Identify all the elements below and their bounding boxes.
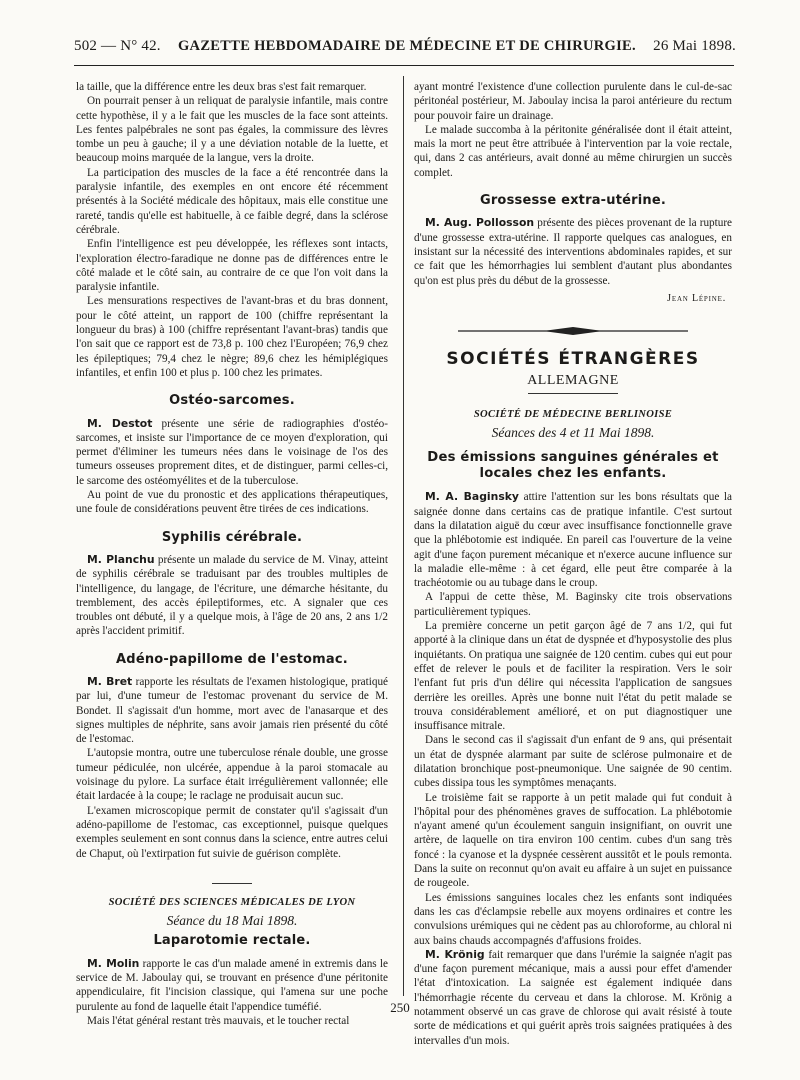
paragraph-text: attire l'attention sur les bons résultats que la saignée donne dans certains cas de pratique infantile. C'est surtout dans la dilatation aiguë du cœur avec insuffisance fonctionnelle grave que la phlébotomie est indiquée. En pareil cas l'ouverture de la veine agit d'une façon purement mécanique et n'exerce aucune influence sur la maladie elle-même : à cet égard, elle peut être comparée à la trachéotomie ou au tubage dans le croup. bbox=[414, 491, 733, 590]
paragraph-text: présente une série de radiographies d'ostéo-sarcomes, et insiste sur l'importance de ce moyen d'exploration, qui permet d'éliminer les tumeurs nées dans le voisinage de l'os des tumeurs osseuses proprement dites, et de distinguer, parmi celles-ci, le sarcome des ostéomyélites et de la tuberculose. bbox=[76, 417, 388, 487]
speaker-name: M. Destot bbox=[87, 416, 153, 430]
left-column bbox=[76, 80, 388, 1028]
paragraph: ayant montré l'existence d'une collection purulente dans le cul-de-sac péritonéal postérieur, M. Jaboulay incisa la paroi antérieure du rectum pour pouvoir faire un drainage. bbox=[414, 81, 732, 122]
country-heading: ALLEMAGNE bbox=[527, 373, 619, 389]
running-header bbox=[74, 38, 736, 58]
paragraph: Le troisième fait se rapporte à un petit malade qui fut conduit à l'hôpital pour des phénomènes graves de suffocation. La phlébotomie n'ayant amené qu'un écoulement sanguin insignifiant, on ouvrit une artère, de laquelle on tira environ 100 centim. cubes d'un sang très foncé : la cyanose et la dyspnée cessèrent aussitôt et le pouls remonta. Dans la suite on reconnut qu'on avait eu affaire à un sujet en puissance de rougeole. bbox=[414, 791, 732, 890]
paragraph: Dans le second cas il s'agissait d'un enfant de 9 ans, qui présentait un état de dyspnée alarmant par suite de sclérose pulmonaire et de dilatation bronchique post-pneumonique. Une saignée de 90 centim. cubes dissipa tous les symptômes menaçants. bbox=[414, 734, 732, 790]
section-heading-syphilis: Syphilis cérébrale. bbox=[161, 529, 303, 545]
issue-date: 26 Mai 1898. bbox=[653, 38, 736, 54]
speaker-name: M. Aug. Pollosson bbox=[425, 216, 535, 230]
paragraph: Au point de vue du pronostic et des applications thérapeutiques, une foule de considérations peuvent être tirées de ces indications. bbox=[76, 489, 388, 516]
paragraph: Mais l'état général restant très mauvais, et le toucher rectal bbox=[87, 1014, 350, 1027]
ornamental-rule bbox=[414, 326, 732, 336]
paragraph bbox=[76, 675, 388, 746]
section-heading-osteo-sarcomes: Ostéo-sarcomes. bbox=[169, 393, 295, 409]
paragraph-text: rapporte le cas d'un malade amené in extremis dans le service de M. Jaboulay qui, se trouvant en présence d'une péritonite appendiculaire, fit l'incision classique, qui l'amena sur une poche purulente au fond de laquelle était l'appendice tuméfié. bbox=[76, 957, 389, 1013]
paragraph-text: présente des pièces provenant de la rupture d'une grossesse extra-utérine. Il rapporte quelques cas analogues, en insistant sur la nécessité des interventions abdominales rapides, et sur ce fait que les hémorrhagies lui semblent d'autant plus abondantes qu'on est plus près du début de la grossesse. bbox=[414, 217, 733, 287]
session-date-berlin: Séances des 4 et 11 Mai 1898. bbox=[491, 425, 655, 441]
paragraph: Les mensurations respectives de l'avant-bras et du bras donnent, pour le côté atteint, un rapport de 100 (chiffre représentant la longueur du bras) à 100 (chiffre représentant l'avant-bras) tandis que l'on sait que ce rapport est de 73,8 p. 100 chez l'Européen; 76,9 chez les épileptiques; 79,4 chez le nègre; 89,6 chez les hémiplégiques infantiles, et enfin 100 et plus p. 100 chez les primates. bbox=[76, 295, 388, 379]
author-signature: Jean Lépine. bbox=[667, 292, 726, 304]
society-name-lyon: SOCIÉTÉ DES SCIENCES MÉDICALES DE LYON bbox=[108, 896, 356, 908]
journal-title: GAZETTE HEBDOMADAIRE DE MÉDECINE ET DE CHIRURGIE. bbox=[177, 38, 636, 54]
section-heading-grossesse: Grossesse extra-utérine. bbox=[479, 193, 667, 209]
paragraph bbox=[76, 553, 388, 639]
paragraph bbox=[414, 216, 732, 287]
right-column bbox=[414, 80, 732, 1048]
society-name-berlin: SOCIÉTÉ DE MÉDECINE BERLINOISE bbox=[473, 408, 673, 420]
session-date-lyon: Séance du 18 Mai 1898. bbox=[166, 913, 298, 929]
paragraph-text: fait remarquer que dans l'urémie la saignée n'agit pas d'une façon purement mécanique, mais a aussi pour effet d'amender l'état d'intoxication. La saignée est également indiquée dans l'hémorrhagie récente du cerveau et dans la chlorose. M. Krönig a notamment observé un cas grave de chlorose qui avait résisté à toute sorte de médications et qui guérit après trois saignées pratiquées à des intervalles d'un mois. bbox=[414, 948, 732, 1047]
column-divider bbox=[403, 76, 404, 996]
paragraph: L'examen microscopique permit de constater qu'il s'agissait d'un adéno-papillome de l'estomac, cas exceptionnel, puisque quelques exemples seulement en sont connus dans la science, entre autres celui de Chaput, où l'extirpation fut suivie de guérison complète. bbox=[76, 804, 388, 860]
paragraph: Enfin l'intelligence est peu développée, les réflexes sont intacts, l'exploration électro-faradique ne donne pas de différences entre le côté malade et le côté sain, au contraire de ce que l'on voit dans la paralysie infantile. bbox=[76, 238, 388, 294]
paragraph-text: présente un malade du service de M. Vinay, atteint de syphilis cérébrale se traduisant par des troubles multiples de l'intelligence, du langage, de l'écriture, une démarche hésitante, du tremblement, des accès épileptiformes, etc. A signaler que ces troubles ont débuté, il y a quelque mois, à l'âge de 20 ans, 2 ans 1/2 après l'accident primitif. bbox=[76, 553, 389, 638]
paragraph bbox=[76, 417, 388, 488]
main-section-title: SOCIÉTÉS ÉTRANGÈRES bbox=[446, 349, 700, 370]
ornament-rule-graphic bbox=[458, 326, 688, 336]
section-heading-laparotomie: Laparotomie rectale. bbox=[153, 933, 311, 949]
page-number: 250 bbox=[390, 1000, 410, 1015]
paragraph bbox=[414, 948, 732, 1048]
page-issue-number: 502 — N° 42. bbox=[74, 38, 161, 54]
speaker-name: M. Planchu bbox=[87, 552, 155, 566]
paragraph: On pourrait penser à un reliquat de paralysie infantile, mais contre cette hypothèse, il y a le fait que les muscles de la face sont atteints. Les fentes palpébrales ne sont pas égales, la commissure des lèvres tombe un peu à gauche; il y a une déviation notable de la luette, et beaucoup moins marquée de la langue, vers la droite. bbox=[76, 95, 388, 165]
paragraph: Les émissions sanguines locales chez les enfants sont indiquées dans les cas d'éclampsie rebelle aux moyens ordinaires et contre les convulsions urémiques qui ne cèdent pas au chloroforme, au chloral ni aux bains chauds accompagnés d'affusions froides. bbox=[414, 891, 732, 947]
paragraph: la taille, que la différence entre les deux bras s'est fait remarquer. bbox=[76, 81, 367, 93]
section-heading-adeno-papillome: Adéno-papillome de l'estomac. bbox=[116, 651, 348, 667]
paragraph: La participation des muscles de la face a été rencontrée dans la paralysie infantile, des exemples en ont encore été récemment présentés à la Société médicale des hôpitaux, mais elle constitue une rareté, tandis qu'elle est habituelle, à ce faible degré, dans la sclérose cérébrale. bbox=[76, 166, 388, 236]
paragraph: La première concerne un petit garçon âgé de 7 ans 1/2, qui fut apporté à la clinique dans un état de dyspnée et d'hyposystolie des plus inquiétants. On pratiqua une saignée de 120 centim. cubes qui eut pour effet de relever le pouls et de faciliter la respiration. Vers le soir l'enfant fut pris d'un délire qui nécessita l'application de sangsues derrière les oreilles. Après une bonne nuit l'état du petit malade se trouva considérablement amélioré, et on put diagnostiquer une insuffisance mitrale. bbox=[414, 620, 732, 733]
paragraph: Le malade succomba à la péritonite généralisée dont il était atteint, mais la mort ne peut être attribuée à l'intervention par la voie rectale, qui, dans 2 cas antérieurs, avait donné au même chirurgien un succès complet. bbox=[414, 123, 732, 179]
paragraph: A l'appui de cette thèse, M. Baginsky cite trois observations particulièrement typiques. bbox=[414, 591, 732, 618]
speaker-name: M. Bret bbox=[87, 674, 133, 688]
paragraph: L'autopsie montra, outre une tuberculose rénale double, une grosse tumeur pédiculée, non ulcérée, appendue à la paroi stomacale au voisinage du pylore. La surface était irrégulièrement vallonnée; elle était lardacée à la coupe; le raclage ne produisait aucun suc. bbox=[76, 747, 388, 803]
section-heading-emissions: Des émissions sanguines générales et locales chez les enfants. bbox=[427, 450, 719, 482]
country-rule bbox=[528, 393, 618, 394]
paragraph-text: rapporte les résultats de l'examen histologique, pratiqué par lui, d'une tumeur de l'estomac provenant du service de M. Bondet. Il s'agissait d'un homme, mort avec de l'anasarque et des signes multiples de néphrite, sans avoir jamais rien présenté du côté de l'estomac. bbox=[76, 675, 389, 746]
section-divider bbox=[212, 883, 252, 884]
speaker-name: M. Krönig bbox=[425, 947, 485, 961]
header-rule bbox=[74, 65, 734, 66]
paragraph bbox=[414, 490, 732, 590]
speaker-name: M. A. Baginsky bbox=[425, 490, 519, 504]
speaker-name: M. Molin bbox=[87, 956, 140, 970]
